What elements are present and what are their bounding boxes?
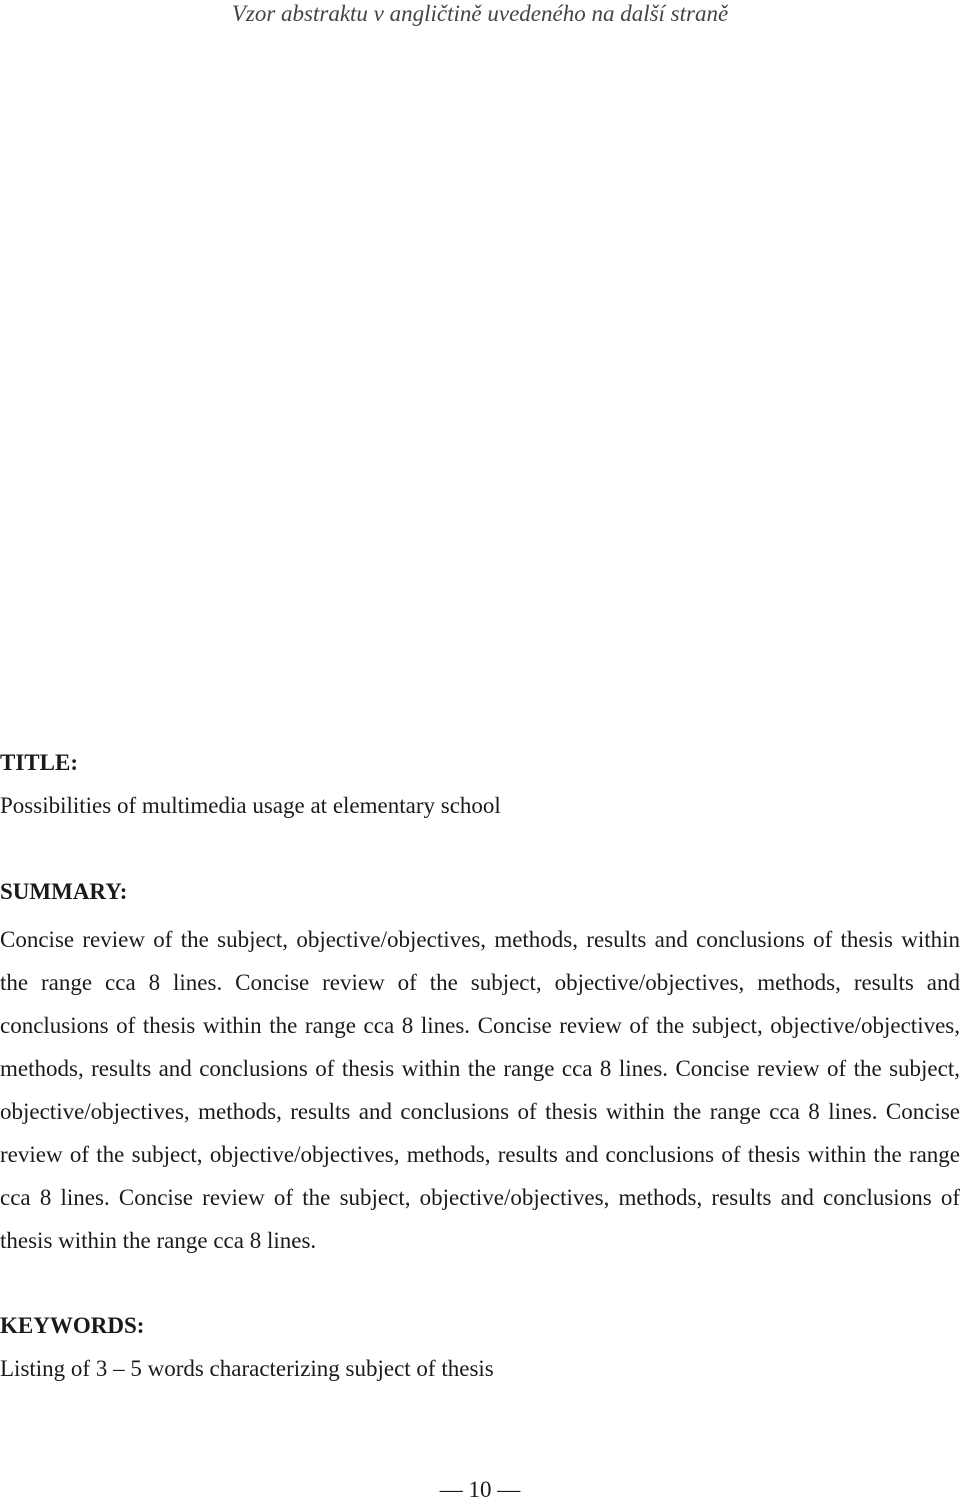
title-label: TITLE:: [0, 750, 78, 775]
page-number: — 10 —: [439, 1477, 521, 1502]
page-header-note: Vzor abstraktu v angličtině uvedeného na další straně: [231, 1, 729, 26]
summary-text: Concise review of the subject, objective/objectives, methods, results and conclusions of thesis within the range cca 8 lines. Concise review of the subject, objective/objectives, methods, results and conclusions of thesis within the range cca 8 lines. Concise review of the subject, objective/objectives, methods, results and conclusions of thesis within the range cca 8 lines. Concise review of the subject, objective/objectives, methods, results and conclusions of thesis within the range cca 8 lines. Concise review of the subject, objective/objectives, methods, results and conclusions of thesis within the range cca 8 lines. Concise review of the subject, objective/objectives, methods, results and conclusions of thesis within the range cca 8 lines.: [0, 927, 960, 1253]
keywords-text: Listing of 3 – 5 words characterizing subject of thesis: [0, 1356, 494, 1381]
thesis-title: Possibilities of multimedia usage at elementary school: [0, 793, 501, 818]
keywords-label: KEYWORDS:: [0, 1313, 145, 1338]
summary-label: SUMMARY:: [0, 879, 128, 904]
